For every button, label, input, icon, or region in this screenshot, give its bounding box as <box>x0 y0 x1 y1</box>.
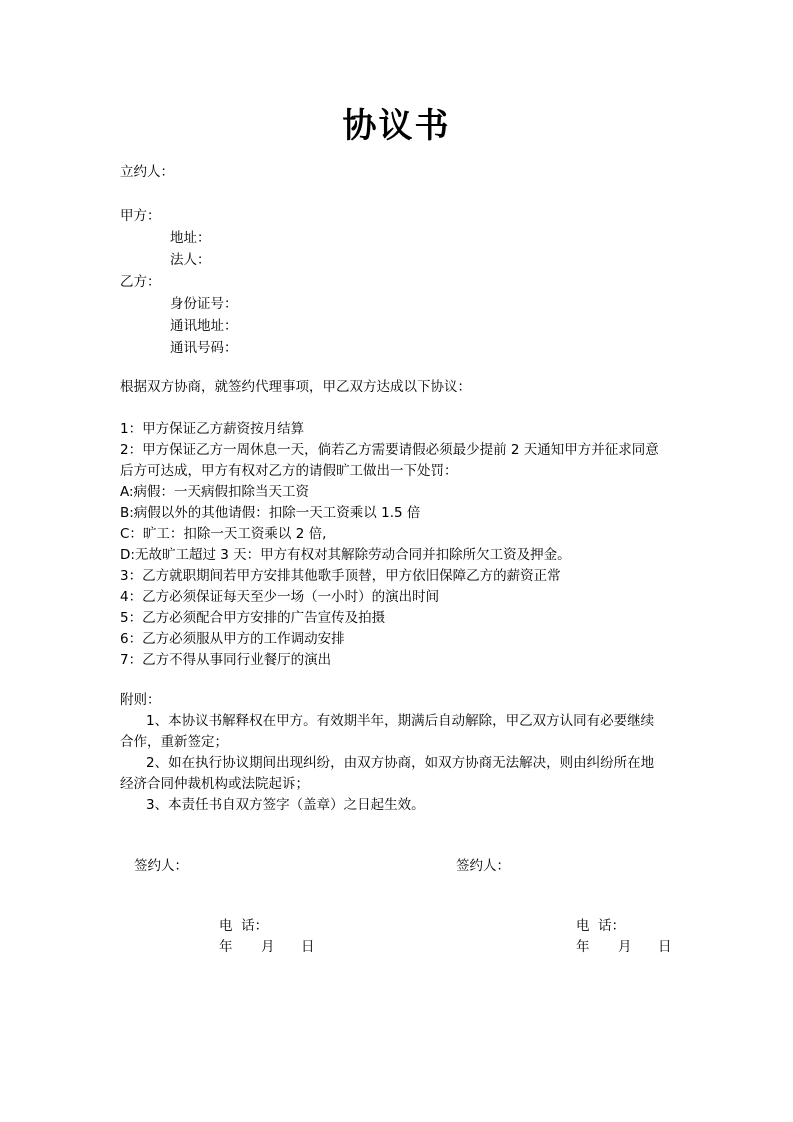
clause-line: 6：乙方必须服从甲方的工作调动安排 <box>120 631 345 647</box>
signer-left: 签约人： <box>134 858 188 874</box>
clause-line: 后方可达成，甲方有权对乙方的请假旷工做出一下处罚： <box>120 463 458 479</box>
clause-line: A:病假：一天病假扣除当天工资 <box>120 484 310 500</box>
year-label: 年 <box>576 939 590 955</box>
signer-right: 签约人： <box>456 858 510 874</box>
party-b-label: 乙方： <box>120 274 161 290</box>
supplementary-line: 3、本责任书自双方签字（盖章）之日起生效。 <box>146 797 425 813</box>
parties-label: 立约人： <box>120 164 174 180</box>
month-label: 月 <box>261 939 275 955</box>
date-right <box>576 937 672 957</box>
supplementary-line: 2、如在执行协议期间出现纠纷，由双方协商，如双方协商无法解决，则由纠纷所在地 <box>146 755 655 771</box>
supplementary-label: 附则： <box>120 692 161 708</box>
supplementary-line: 经济合同仲裁机构或法院起诉； <box>120 776 309 792</box>
document-title: 协议书 <box>342 106 451 146</box>
party-a-legal-person: 法人： <box>170 252 211 268</box>
clause-line: 2：甲方保证乙方一周休息一天，倘若乙方需要请假必须最少提前 2 天通知甲方并征求同意 <box>120 442 659 458</box>
year-label: 年 <box>219 939 233 955</box>
clause-line: 7：乙方不得从事同行业餐厅的演出 <box>120 652 332 668</box>
day-label: 日 <box>658 939 672 955</box>
date-left <box>219 937 315 957</box>
party-b-id-number: 身份证号： <box>170 296 238 312</box>
clause-line: 4：乙方必须保证每天至少一场（一小时）的演出时间 <box>120 589 440 605</box>
phone-right: 电 话： <box>576 918 626 934</box>
party-a-address: 地址： <box>170 230 211 246</box>
supplementary-line: 合作，重新签定； <box>120 734 228 750</box>
clause-line: B:病假以外的其他请假：扣除一天工资乘以 1.5 倍 <box>120 505 421 521</box>
clause-line: 3：乙方就职期间若甲方安排其他歌手顶替，甲方依旧保障乙方的薪资正常 <box>120 568 561 584</box>
clause-line: D:无故旷工超过 3 天：甲方有权对其解除劳动合同并扣除所欠工资及押金。 <box>120 547 571 563</box>
party-b-mail-address: 通讯地址： <box>170 318 238 334</box>
party-b-phone: 通讯号码： <box>170 340 238 356</box>
month-label: 月 <box>618 939 632 955</box>
clause-line: 5：乙方必须配合甲方安排的广告宣传及拍摄 <box>120 610 386 626</box>
supplementary-line: 1、本协议书解释权在甲方。有效期半年，期满后自动解除，甲乙双方认同有必要继续 <box>146 713 655 729</box>
clause-line: 1：甲方保证乙方薪资按月结算 <box>120 421 305 437</box>
intro-paragraph: 根据双方协商，就签约代理事项，甲乙双方达成以下协议： <box>120 379 471 395</box>
phone-left: 电 话： <box>219 918 269 934</box>
day-label: 日 <box>301 939 315 955</box>
clause-line: C：旷工：扣除一天工资乘以 2 倍, <box>120 526 327 542</box>
party-a-label: 甲方： <box>120 208 161 224</box>
